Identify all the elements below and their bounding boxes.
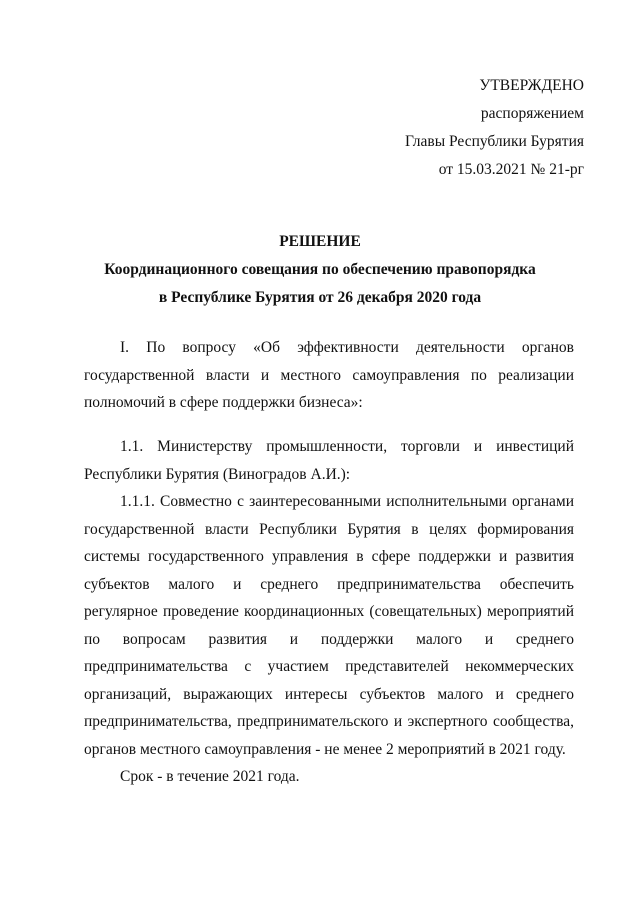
approval-title: УТВЕРЖДЕНО — [479, 77, 584, 94]
document-subtitle-line1: Координационного совещания по обеспечению правопорядка — [104, 261, 536, 278]
approval-stamp — [405, 72, 584, 184]
section-one — [84, 334, 574, 417]
document-heading — [0, 228, 640, 312]
item-1-1-text: 1.1. Министерству промышленности, торговли и инвестиций Республики Бурятия (Виноградов А.И.): — [84, 438, 574, 483]
deadline-text: Срок - в течение 2021 года. — [120, 768, 300, 785]
document-title: РЕШЕНИЕ — [279, 233, 361, 250]
decision-items — [84, 433, 574, 791]
approval-date-number: от 15.03.2021 № 21-рг — [438, 161, 584, 178]
approval-authority: Главы Республики Бурятия — [405, 133, 584, 150]
item-1-1-1-text: 1.1.1. Совместно с заинтересованными исполнительными органами государственной власти Республики Бурятия в целях формирования системы государственного управления в сфере поддержки и развития субъектов малого и среднего предпринимательства обеспечить регулярное проведение координационных (совещательных) мероприятий по вопросам развития и поддержки малого и среднего предпринимательства с участием представителей некоммерческих организаций, выражающих интересы субъектов малого и среднего предпринимательства, предпринимательского и экспертного сообщества, органов местного самоуправления - не менее 2 мероприятий в 2021 году. — [84, 493, 574, 758]
document-subtitle-line2: в Республике Бурятия от 26 декабря 2020 года — [158, 289, 482, 306]
approval-order-type: распоряжением — [480, 105, 584, 122]
section-one-text: I. По вопросу «Об эффективности деятельности органов государственной власти и местного самоуправления по реализации полномочий в сфере поддержки бизнеса»: — [84, 339, 574, 411]
